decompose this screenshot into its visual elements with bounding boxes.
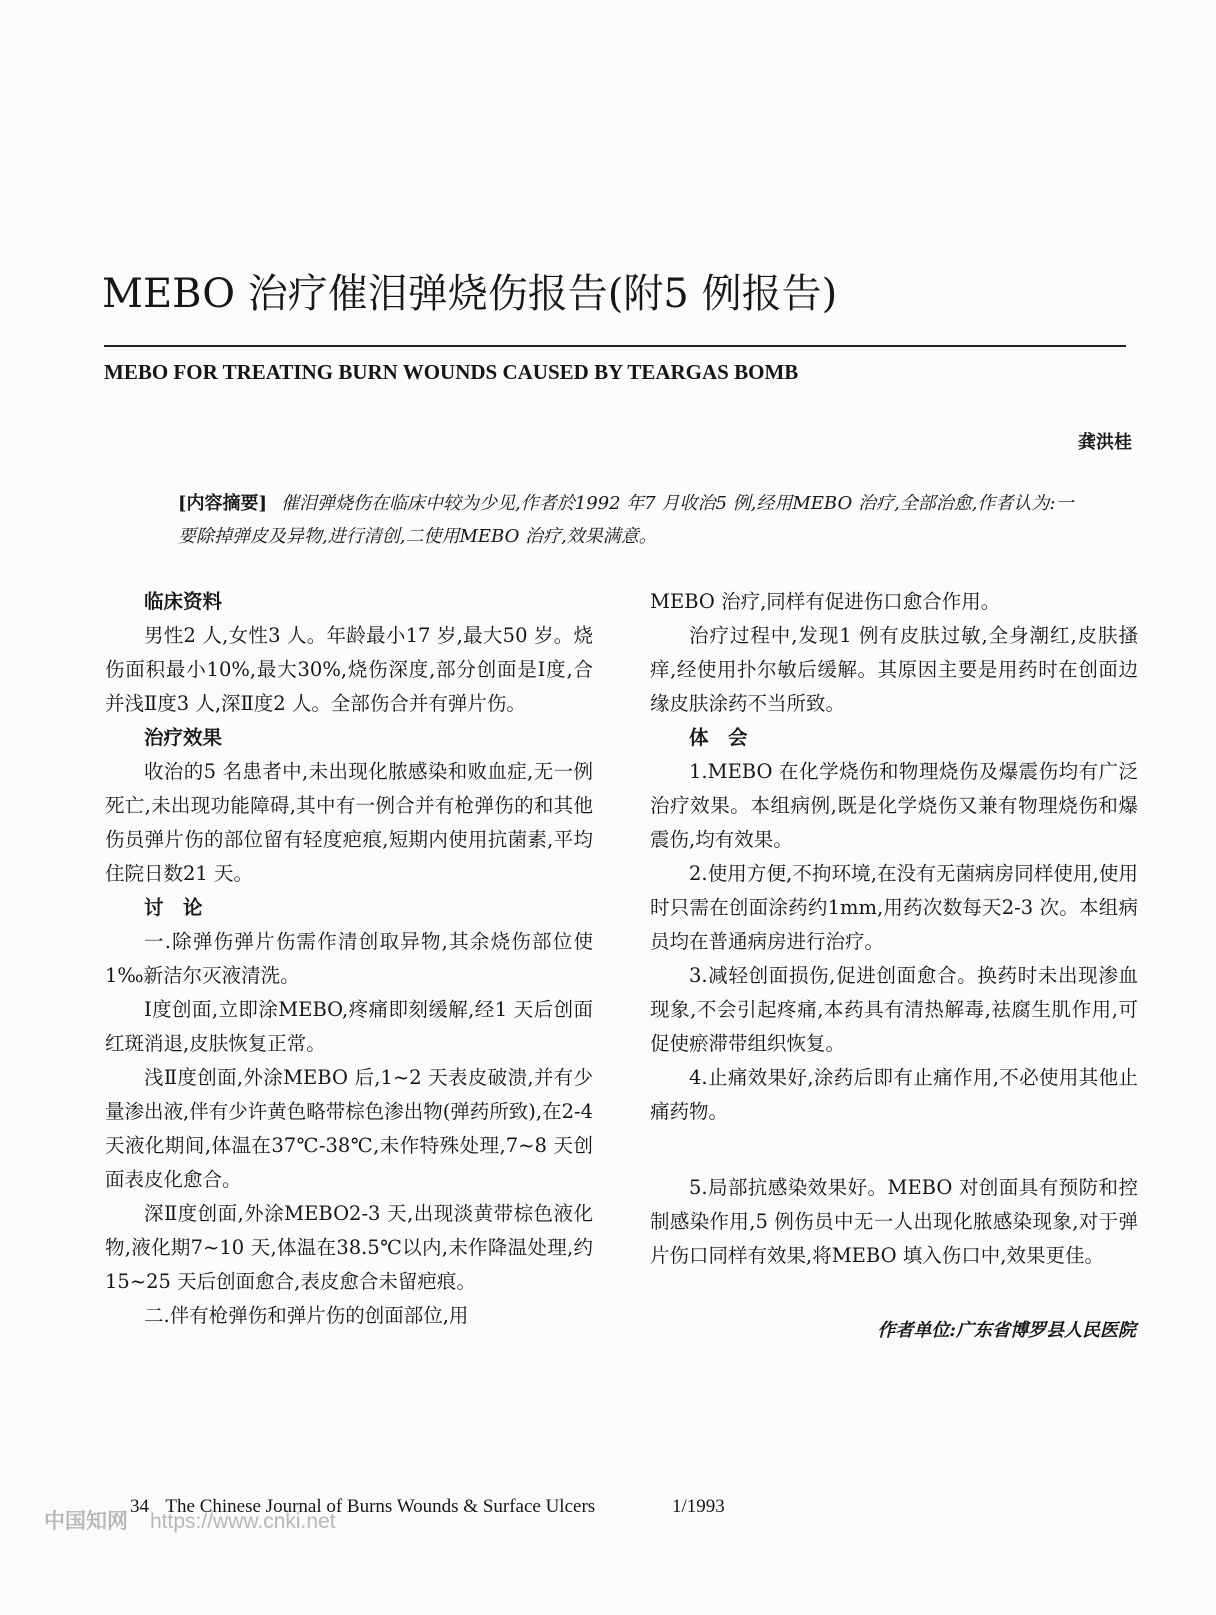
paragraph: 男性2 人,女性3 人。年龄最小17 岁,最大50 岁。烧伤面积最小10%,最大30%,烧伤深度,部分创面是Ⅰ度,合并浅Ⅱ度3 人,深Ⅱ度2 人。全部伤合并有弹片伤。 xyxy=(105,624,593,715)
abstract-label: [内容摘要] xyxy=(178,493,268,514)
paragraph: 治疗过程中,发现1 例有皮肤过敏,全身潮红,皮肤搔痒,经使用扑尔敏后缓解。其原因主要是用药时在创面边缘皮肤涂药不当所致。 xyxy=(650,624,1138,715)
page-number: 34 xyxy=(130,1496,149,1517)
issue-number: 1/1993 xyxy=(671,1496,725,1517)
paragraph: Ⅰ度创面,立即涂MEBO,疼痛即刻缓解,经1 天后创面红斑消退,皮肤恢复正常。 xyxy=(105,998,593,1055)
abstract xyxy=(178,487,1080,553)
paragraph: 2.使用方便,不拘环境,在没有无菌病房同样使用,使用时只需在创面涂药约1mm,用药次数每天2-3 次。本组病员均在普通病房进行治疗。 xyxy=(650,862,1138,953)
paragraph: 深Ⅱ度创面,外涂MEBO2-3 天,出现淡黄带棕色液化物,液化期7~10 天,体温在38.5℃以内,未作降温处理,约15~25 天后创面愈合,表皮愈合未留疤痕。 xyxy=(105,1202,593,1293)
paragraph: 收治的5 名患者中,未出现化脓感染和败血症,无一例死亡,未出现功能障碍,其中有一例合并有枪弹伤的和其他伤员弹片伤的部位留有轻度疤痕,短期内使用抗菌素,平均住院日数21 天。 xyxy=(105,760,593,885)
watermark-brand: 中国知网 xyxy=(44,1510,128,1533)
paragraph: 一.除弹伤弹片伤需作清创取异物,其余烧伤部位使1‰新洁尔灭液清洗。 xyxy=(105,930,593,987)
english-title: MEBO FOR TREATING BURN WOUNDS CAUSED BY TEARGAS BOMB xyxy=(104,360,799,384)
section-heading-treatment-effect: 治疗效果 xyxy=(144,726,223,749)
paragraph: 二.伴有枪弹伤和弹片伤的创面部位,用 xyxy=(144,1304,469,1327)
section-heading-clinical-data: 临床资料 xyxy=(144,590,223,613)
article-title: MEBO 治疗催泪弹烧伤报告(附5 例报告) xyxy=(102,271,838,317)
paragraph: 浅Ⅱ度创面,外涂MEBO 后,1~2 天表皮破溃,并有少量渗出液,伴有少许黄色略带棕色渗出物(弹药所致),在2-4 天液化期间,体温在37℃-38℃,未作特殊处理,7~8 天创面表皮化愈合。 xyxy=(105,1066,594,1191)
paragraph: 3.减轻创面损伤,促进创面愈合。换药时未出现渗血现象,不会引起疼痛,本药具有清热解毒,祛腐生肌作用,可促使瘀滞带组织恢复。 xyxy=(650,964,1138,1055)
journal-name: The Chinese Journal of Burns Wounds & Surface Ulcers xyxy=(165,1496,596,1517)
title-divider xyxy=(104,345,1126,347)
section-heading-discussion: 讨 论 xyxy=(144,896,203,919)
author-name: 龚洪桂 xyxy=(1078,432,1132,453)
paragraph: MEBO 治疗,同样有促进伤口愈合作用。 xyxy=(650,590,1001,613)
paragraph: 1.MEBO 在化学烧伤和物理烧伤及爆震伤均有广泛治疗效果。本组病例,既是化学烧伤又兼有物理烧伤和爆震伤,均有效果。 xyxy=(650,760,1138,851)
paragraph: 5.局部抗感染效果好。MEBO 对创面具有预防和控制感染作用,5 例伤员中无一人出现化脓感染现象,对于弹片伤口同样有效果,将MEBO 填入伤口中,效果更佳。 xyxy=(650,1176,1138,1267)
cnki-watermark xyxy=(44,1505,336,1535)
watermark-url[interactable]: https://www.cnki.net xyxy=(150,1510,336,1533)
spacer xyxy=(650,1129,1138,1171)
right-column xyxy=(650,585,1138,1273)
author-affiliation: 作者单位:广东省博罗县人民医院 xyxy=(877,1320,1136,1341)
left-column xyxy=(105,585,593,1333)
section-heading-experience: 体 会 xyxy=(689,726,748,749)
abstract-text: 催泪弹烧伤在临床中较为少见,作者於1992 年7 月收治5 例,经用MEBO 治疗,全部治愈,作者认为:一要除掉弹皮及异物,进行清创,二使用MEBO 治疗,效果满意。 xyxy=(178,493,1074,547)
paragraph: 4.止痛效果好,涂药后即有止痛作用,不必使用其他止痛药物。 xyxy=(650,1066,1138,1123)
